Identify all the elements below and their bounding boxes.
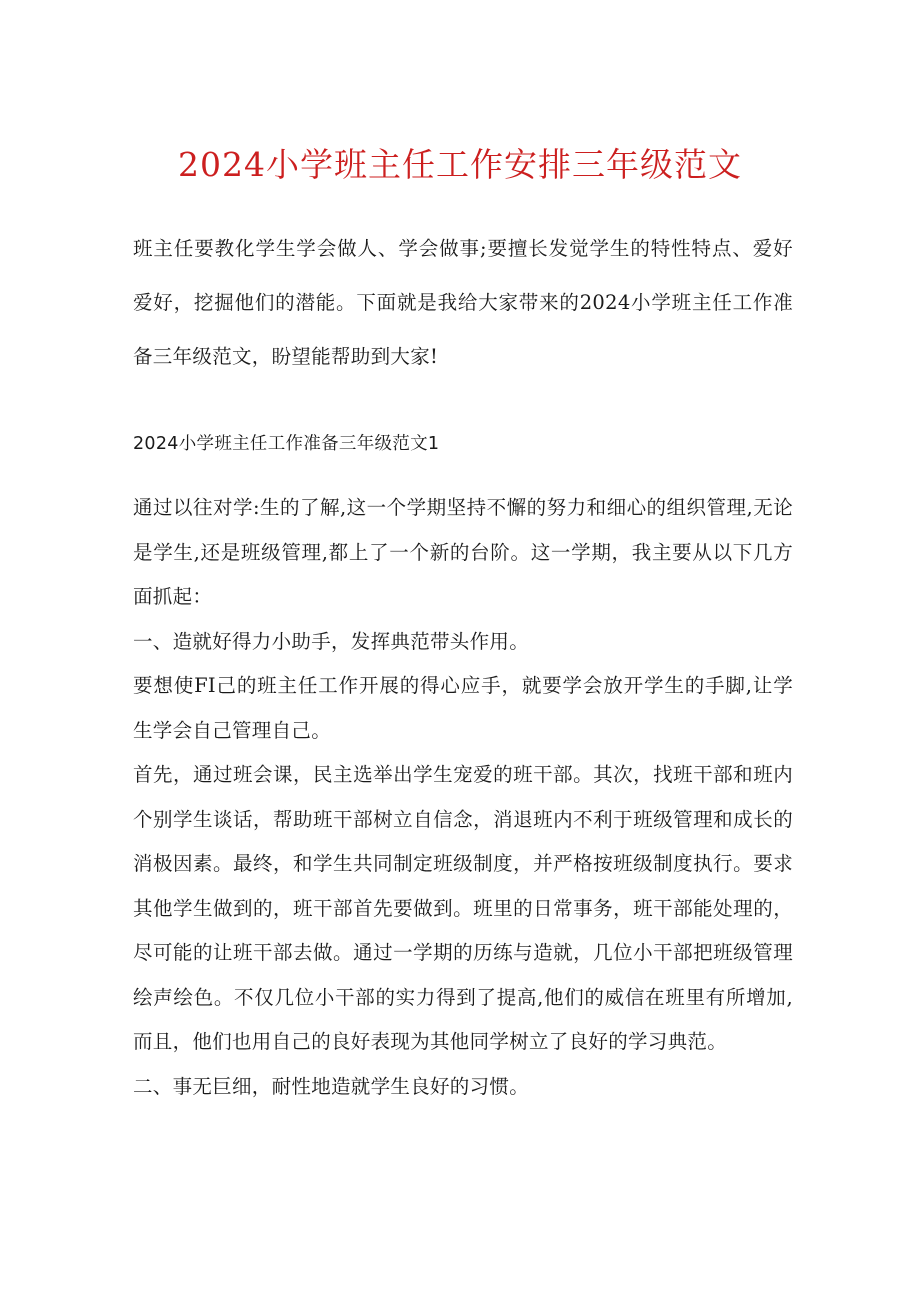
intro-paragraph: 班主任要教化学生学会做人、学会做事;要擅长发觉学生的特性特点、爱好爱好，挖掘他们的潜能。下面就是我给大家带来的2024小学班主任工作准备三年级范文，盼望能帮助到大家! [133, 237, 793, 368]
paragraph-3: 要想使FI己的班主任工作开展的得心应手，就要学会放开学生的手脚,让学生学会自己管理自己。 [133, 674, 793, 742]
section-heading: 2024小学班主任工作准备三年级范文1 [133, 434, 440, 454]
document-title: 2024小学班主任工作安排三年级范文 [178, 145, 742, 184]
body-text [133, 486, 793, 1109]
paragraph-1: 通过以往对学:生的了解,这一个学期坚持不懈的努力和细心的组织管理,无论是学生,还是班级管理,都上了一个新的台阶。这一学期，我主要从以下几方面抓起： [133, 496, 793, 608]
paragraph-5: 二、事无巨细，耐性地造就学生良好的习惯。 [133, 1074, 530, 1098]
paragraph-4: 首先，通过班会课，民主选举出学生宠爱的班干部。其次，找班干部和班内个别学生谈话，帮助班干部树立自信念，消退班内不利于班级管理和成长的消极因素。最终，和学生共同制定班级制度，并严格按班级制度执行。要求其他学生做到的，班干部首先要做到。班里的日常事务，班干部能处理的，尽可能的让班干部去做。通过一学期的历练与造就，几位小干部把班级管理绘声绘色。不仅几位小干部的实力得到了提高,他们的威信在班里有所增加,而且，他们也用自己的良好表现为其他同学树立了良好的学习典范。 [133, 763, 793, 1053]
paragraph-2: 一、造就好得力小助手，发挥典范带头作用。 [133, 629, 530, 653]
